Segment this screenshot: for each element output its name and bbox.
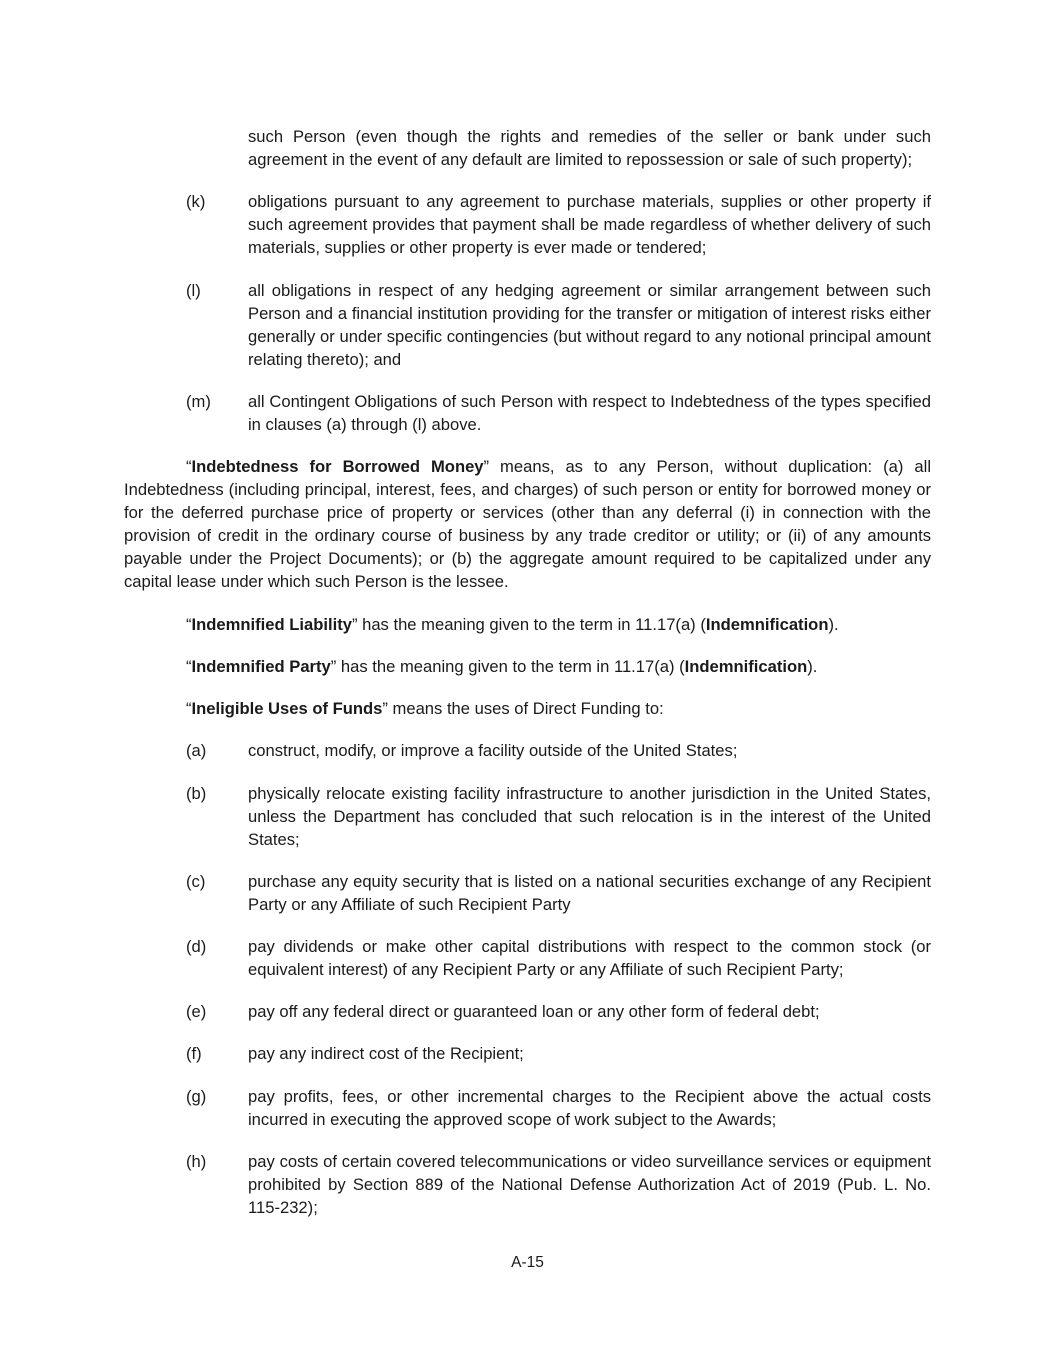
list-item-label: (g) (186, 1087, 207, 1106)
list-item-label: (a) (186, 741, 207, 760)
definition-end: ). (807, 657, 818, 676)
list-item (186, 190, 931, 259)
defined-term: Indebtedness for Borrowed Money (191, 457, 484, 476)
open-quote: “ (186, 699, 192, 718)
list-item-label: (k) (186, 192, 206, 211)
definition-body: has the meaning given to the term in 11.17(a) ( (357, 615, 706, 634)
definition-body: has the meaning given to the term in 11.17(a) ( (336, 657, 685, 676)
open-quote: “ (186, 657, 192, 676)
list-item (186, 782, 931, 851)
list-item-label: (l) (186, 281, 201, 300)
list-item-text: pay costs of certain covered telecommunications or video surveillance services or equipment prohibited by Section 889 of the National Defense Authorization Act of 2019 (Pub. L. No. 115-232); (248, 1152, 931, 1217)
open-quote: “ (186, 615, 192, 634)
list-item (186, 935, 931, 981)
list-item-text: all Contingent Obligations of such Person with respect to Indebtedness of the types specified in clauses (a) through (l) above. (248, 392, 931, 434)
definition-body: means the uses of Direct Funding to: (387, 699, 664, 718)
list-item-text: pay any indirect cost of the Recipient; (248, 1044, 524, 1063)
list-item (186, 1085, 931, 1131)
list-item-text: construct, modify, or improve a facility outside of the United States; (248, 741, 738, 760)
list-item-label: (d) (186, 937, 207, 956)
definition-ineligible-uses-of-funds (186, 697, 931, 720)
definition-body: means, as to any Person, without duplication: (a) all Indebtedness (including principal, interest, fees, and charges) of such person or entity for borrowed money or for the deferred purchase price of property or services (other than any deferral (i) in connection with the provision of credit in the ordinary course of business by any trade creditor or utility; or (ii) of any amounts payable under the Project Documents); or (b) the aggregate amount required to be capitalized under any capital lease under which such Person is the lessee. (124, 457, 932, 591)
list-item-label: (b) (186, 784, 207, 803)
close-quote: ” (382, 699, 388, 718)
list-item (186, 1042, 931, 1065)
section-reference: Indemnification (684, 657, 808, 676)
open-quote: “ (186, 457, 192, 476)
list-item-text: obligations pursuant to any agreement to purchase materials, supplies or other property if such agreement provides that payment shall be made regardless of whether delivery of such materials, supplies or other property is ever made or tendered; (248, 192, 931, 257)
list-item-text: all obligations in respect of any hedging agreement or similar arrangement between such Person and a financial institution providing for the transfer or mitigation of interest risks either generally or under specific contingencies (but without regard to any notional principal amount relating thereto); and (248, 281, 931, 369)
close-quote: ” (351, 615, 358, 634)
definition-indebtedness-for-borrowed-money (124, 455, 931, 593)
list-item (186, 390, 931, 436)
list-item (186, 870, 931, 916)
section-reference: Indemnification (705, 615, 829, 634)
close-quote: ” (330, 657, 337, 676)
list-item-text: physically relocate existing facility infrastructure to another jurisdiction in the United States, unless the Department has concluded that such relocation is in the interest of the United States; (248, 784, 931, 849)
list-item-text: pay profits, fees, or other incremental charges to the Recipient above the actual costs incurred in executing the approved scope of work subject to the Awards; (248, 1087, 931, 1129)
list-item (186, 1150, 931, 1219)
definition-end: ). (828, 615, 839, 634)
list-item-label: (e) (186, 1002, 207, 1021)
definition-indemnified-party (186, 655, 931, 678)
definition-indemnified-liability (186, 613, 931, 636)
defined-term: Indemnified Party (191, 657, 331, 676)
list-item-text: pay dividends or make other capital distributions with respect to the common stock (or equivalent interest) of any Recipient Party or any Affiliate of such Recipient Party; (248, 937, 931, 979)
list-item-text: pay off any federal direct or guaranteed loan or any other form of federal debt; (248, 1002, 820, 1021)
list-item-label: (c) (186, 872, 206, 891)
list-item (186, 279, 931, 371)
list-item-text: purchase any equity security that is listed on a national securities exchange of any Recipient Party or any Affiliate of such Recipient Party (248, 872, 931, 914)
list-item (186, 739, 931, 762)
defined-term: Indemnified Liability (191, 615, 352, 634)
defined-term: Ineligible Uses of Funds (191, 699, 383, 718)
list-item-label: (f) (186, 1044, 202, 1063)
list-item-label: (h) (186, 1152, 207, 1171)
list-item-label: (m) (186, 392, 211, 411)
close-quote: ” (483, 457, 490, 476)
list-item (186, 1000, 931, 1023)
page-number: A-15 (511, 1254, 544, 1271)
continuation-paragraph: such Person (even though the rights and remedies of the seller or bank under such agreement in the event of any default are limited to repossession or sale of such property); (248, 127, 931, 169)
